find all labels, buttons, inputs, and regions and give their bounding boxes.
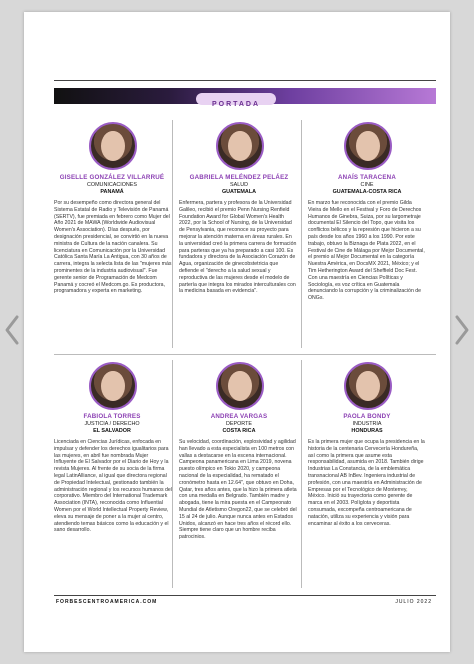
profile-photo xyxy=(344,122,392,170)
footer-site: FORBESCENTROAMERICA.COM xyxy=(56,599,158,605)
profile-bio: Es la primera mujer que ocupa la presidencia en la historia de la centenaria Cervecería Hondureña, así como la primera que asume esta responsabilidad, asumida en 2018. También dirige Industrias La Constancia, de la emblemática transnacional AB InBev. Ingeniera industrial de profesión, con una maestría en Administración de Empresas por el Tecnológico de Monterrey, México. Inició su trayectoria como gerente de marca en el 2003. Políglota y deportista consumada, excompeña centroamericana de natación, utiliza su experiencia y visión para encaminar al éxito a los cerveceras. xyxy=(308,439,425,527)
chevron-left-icon xyxy=(2,313,24,347)
profile-name: GABRIELA MELÉNDEZ PELÁEZ xyxy=(189,174,289,181)
profile-photo xyxy=(89,362,137,410)
profile-photo xyxy=(89,122,137,170)
profile-role: COMUNICACIONES xyxy=(86,182,138,188)
profile-bio: Su velocidad, coordinación, explosividad y agilidad han llevado a esta especialista en 100 metros con vallas a destacarse en la escena internacional. Campeona panamericana en Lima 2019, novena puesto olímpico en Tokio 2020, y campeona nacional de la especialidad, ha rematado el cronómetro hasta en 12.64", que obtuvo en Doha, Qatar, tres años antes, que la hizo la primera atleta con una medalla en Belgrado. También madre y abogada, tiene la mira puesta en el Campeonato Mundial de Atletismo Oregon22, que se celebró del 15 al 24 de julio. Aunque nunca antes en Estados Unidos, alcanzó en hace tres años el récord ello. Siempre tiene claro que un hombre reciba patrocinios. xyxy=(179,439,297,541)
chevron-right-icon xyxy=(450,313,472,347)
column-divider xyxy=(301,120,302,348)
profile-country: HONDURAS xyxy=(351,428,383,434)
profile-role: CINE xyxy=(360,182,374,188)
profile-photo xyxy=(344,362,392,410)
previous-page-button[interactable] xyxy=(2,313,24,347)
column-divider xyxy=(172,360,173,588)
profile-role: JUSTICIA / DERECHO xyxy=(84,421,140,427)
profile-photo xyxy=(216,362,264,410)
profile-country: EL SALVADOR xyxy=(93,428,131,434)
profile-country: COSTA RICA xyxy=(222,428,256,434)
column-divider xyxy=(172,120,173,348)
profile-name: GISELLE GONZÁLEZ VILLARRUÉ xyxy=(59,174,165,181)
profile-role: DEPORTE xyxy=(226,421,252,427)
top-rule xyxy=(54,80,436,81)
profile-bio: En marzo fue reconocida con el premio Gilda Vieira de Mello en el Festival y Foro de Derechos Humanos de Ginebra, Suiza, por su largometraje documental El Silencio del Topo, que visita los conflictos bélicos y la represión que hicieron a su país desde los años 1960 a los 1990. Por este trabajo, obtuvo la Biznaga de Plata 2022, en el Festival de Cine de Málaga por Mejor Documental, el premio al Mejor Documental en la categoría Nuestra América, en DocsMX 2021, México; y el Tim Hetherington Award del Sheffield Doc Fest. Con una maestría en Ciencias Políticas y Sociología, es voz crítica en Guatemala denunciando la corrupción y la criminalización de ONGs. xyxy=(308,200,425,302)
column-divider xyxy=(301,360,302,588)
profile-country: GUATEMALA xyxy=(221,189,257,195)
profile-bio: Por su desempeño como directora general del Sistema Estatal de Radio y Televisión de Panamá (SERTV), fue premiada en febrero como Mujer del Año 2021 de MAWA (Worldwide Audiovisual Women's Association). Días después, por designación presidencial, se convirtió en la nueva ministra de Cultura de la nación canalera. Su licenciatura en Comunicación por la Universidad Católica Santa María La Antigua, con 30 años de carrera, integra la selecta lista de las "mujeres más prominentes de la industria audiovisual". Fue gerente senior de Programación de Medcom Panamá y cocreó el Medcom.go. Es productora, programadora y experta en marketing. xyxy=(54,200,172,295)
profile-role: INDUSTRIA xyxy=(352,421,382,427)
next-page-button[interactable] xyxy=(450,313,472,347)
row-divider xyxy=(54,354,436,355)
profile-photo xyxy=(216,122,264,170)
profile-name: PAOLA BONDY xyxy=(343,413,391,420)
footer-rule xyxy=(54,595,436,596)
profile-name: ANDREA VARGAS xyxy=(210,413,268,420)
profile-role: SALUD xyxy=(230,182,248,188)
profile-bio: Enfermera, partera y profesora de la Universidad Galileo, recibió el premio Penn Nursing Renfield Foundation Award for Global Women's Health 2022, por la School of Nursing, de la Universidad de Pensylvania, que reconoce su proyecto para mejorar la atención materna en áreas rurales. En la universidad creó la primera carrera de formación para parteras que ya ha preparado a casi 100. Es fundadora y directora de la Asociación Corazón de Agua, organización de ginecobstetricia que defiende el "derecho a la salud sexual y reproductiva de las mujeres desde el modelo de partería que integra los mirados interculturales con la medicina basada en evidencia". xyxy=(179,200,297,295)
profile-name: ANAÍS TARACENA xyxy=(337,174,397,181)
profile-country: GUATEMALA-COSTA RICA xyxy=(332,189,402,195)
footer-date: JULIO 2022 xyxy=(395,599,432,605)
magazine-page xyxy=(24,12,450,652)
section-label xyxy=(196,93,276,108)
profile-bio: Licenciada en Ciencias Jurídicas, enfocada en impulsar y defender los derechos igualitarios para las mujeres, en abril fue nombrada Mujer Influyente de El Salvador por el Diario de Hoy y la revista Mujeres. Al frente de su socia de la firma legal LatinAlliance, al igual que directora regional de Propiedad Intelectual, gestionado también la administración regional y los recursos humanos del corporativo. Miembro del International Trademark Association (INTA), reconocida como Influential Women por el World Intellectual Property Review, eleva su mensaje de poner a la mujer al centro, atendiendo temas básicos como la educación y el sano desarrollo. xyxy=(54,439,172,534)
section-title: PORTADA xyxy=(211,101,261,108)
profile-country: PANAMÁ xyxy=(100,189,124,195)
profile-name: FABIOLA TORRES xyxy=(83,413,141,420)
